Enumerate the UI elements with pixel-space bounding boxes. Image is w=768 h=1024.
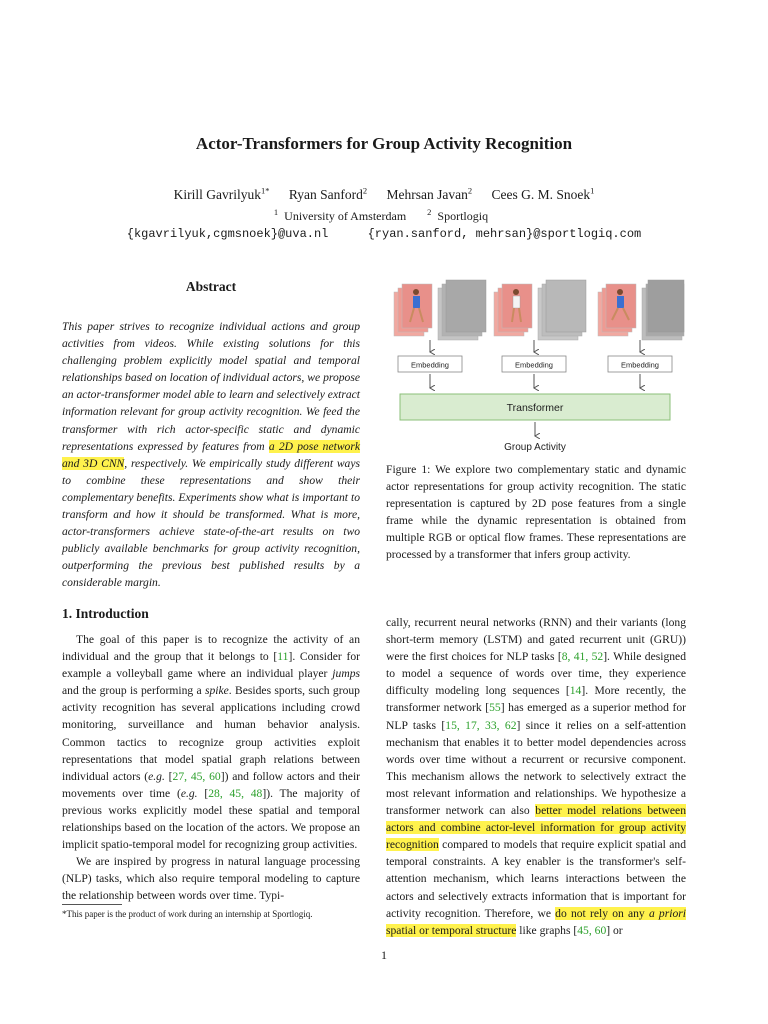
citation-link[interactable]: 55 (489, 701, 501, 715)
email[interactable]: {kgavrilyuk,cgmsnoek}@uva.nl (126, 227, 329, 241)
embedding-box (608, 356, 672, 372)
citation-link[interactable]: 27, 45, 60 (172, 769, 221, 783)
footnote: *This paper is the product of work during an internship at Sportlogiq. (62, 909, 313, 919)
actor-frames-group-2 (494, 280, 586, 340)
citation-link[interactable]: 11 (277, 650, 289, 664)
author: Mehrsan Javan$^2$ (386, 185, 473, 202)
highlight: do not rely on any a priori spatial or temporal structure (386, 906, 686, 937)
email[interactable]: {ryan.sanford, mehrsan}@sportlogiq.com (367, 227, 642, 241)
paragraph: cally, recurrent neural networks (RNN) and their variants (long short-term memory (LSTM) and gated recurrent unit (GRU)) were the first choices for NLP tasks [8, 41, 52]. While designed to model a sequence of words over time, they experience difficulty modeling long sequences [14]. More recently, the transformer network [55] has emerged as a superior method for NLP tasks [15, 17, 33, 62] since it relies on a self-attention mechanism that enables it to better model dependencies across words over time without a recurrent or recursive component. This mechanism allows the network to selectively extract the most relevant information and relationships. We hypothesize a transformer network can also better model relations between actors and combine actor-level information for group activity recognition compared to models that require explicit spatial and temporal constraints. A key enabler is the transformer's self-attention mechanism, which learns interactions between the actors and selectively extracts information that is important for activity recognition. Therefore, we do not rely on any a priori spatial or temporal structure like graphs [45, 60] or (386, 616, 686, 937)
figure-caption: Figure 1: We explore two complementary static and dynamic actor representations for group activity recognition. The static representation is captured by 2D pose features from a single frame while the dynamic representation is obtained from multiple RGB or optical flow frames. These representations are processed by a transformer that infers group activity. (386, 463, 686, 562)
author: Kirill Gavrilyuk$^{1*}$ (173, 185, 270, 202)
page-number: 1 (381, 948, 387, 962)
paragraph: The goal of this paper is to recognize the activity of an individual and the group that it belongs to [11]. Consider for example a volleyball game where an individual player jumps and the group is performing a spike. Besides sports, such group activity recognition has several applications including crowd monitoring, surveillance and human behavior analysis. Common tactics to recognize group activities exploit representations that model spatial graph relations between individual actors (e.g. [27, 45, 60]) and follow actors and their movements over time (e.g. [28, 45, 48]). The majority of previous works explicitly model these spatial and temporal relationships based on the location of the actors. We propose an implicit spatio-temporal model for recognizing group activities. (62, 633, 361, 852)
embedding-box (502, 356, 566, 372)
citation-link[interactable]: 45, 60 (577, 923, 607, 937)
paragraph: We are inspired by progress in natural language processing (NLP) tasks, which also require temporal modeling to capture the relationship between words over time. Typi- (62, 855, 360, 903)
svg-text:Transformer: Transformer (506, 402, 564, 414)
actor-frames-group-3 (598, 280, 684, 340)
abstract-heading: Abstract (185, 279, 237, 294)
affiliation: $^1$ University of Amsterdam (273, 207, 407, 223)
affiliation: $^2$ Sportlogiq (427, 207, 489, 223)
citation-link[interactable]: 8, 41, 52 (561, 650, 604, 664)
author-list (0, 185, 768, 203)
emails (0, 227, 768, 241)
intro-right-column (386, 614, 686, 939)
intro-left-column (62, 631, 360, 905)
group-activity-label: Group Activity (504, 442, 566, 453)
footnote-rule (62, 904, 122, 905)
section-heading: 1. Introduction (62, 606, 149, 621)
author: Ryan Sanford$^2$ (288, 185, 368, 202)
paper-title: Actor-Transformers for Group Activity Recognition (195, 134, 573, 153)
figure-1 (386, 278, 686, 456)
citation-link[interactable]: 14 (569, 684, 582, 698)
highlight: better model relations between actors and combine actor-level information for group activity recognition (386, 804, 686, 852)
affiliations (0, 207, 768, 224)
citation-link[interactable]: 28, 45, 48 (208, 786, 263, 800)
actor-frames-group-1 (394, 280, 486, 340)
author: Cees G. M. Snoek$^1$ (491, 185, 595, 202)
citation-link[interactable]: 15, 17, 33, 62 (445, 718, 517, 732)
svg-text:Embedding: Embedding (515, 360, 553, 370)
highlight: a 2D pose network and 3D CNN (62, 439, 361, 470)
svg-text:Embedding: Embedding (411, 360, 449, 370)
svg-text:Embedding: Embedding (621, 360, 659, 370)
embedding-box (398, 356, 462, 372)
abstract-text: This paper strives to recognize individual actions and group activities from videos. While existing solutions for this challenging problem explicitly model spatial and temporal relationships based on location of individual actors, we propose an actor-transformer model able to learn and selectively extract information relevant for group activity recognition. We feed the transformer with rich actor-specific static and dynamic representations expressed by features from a 2D pose network and 3D CNN, respectively. We empirically study different ways to combine these representations and show their complementary benefits. Experiments show what is important to transform and how it should be transformed. What is more, actor-transformers achieve state-of-the-art results on two publicly available benchmarks for group activity recognition, outperforming the previous best published results by a considerable margin. (62, 320, 361, 590)
transformer-box (400, 394, 670, 420)
